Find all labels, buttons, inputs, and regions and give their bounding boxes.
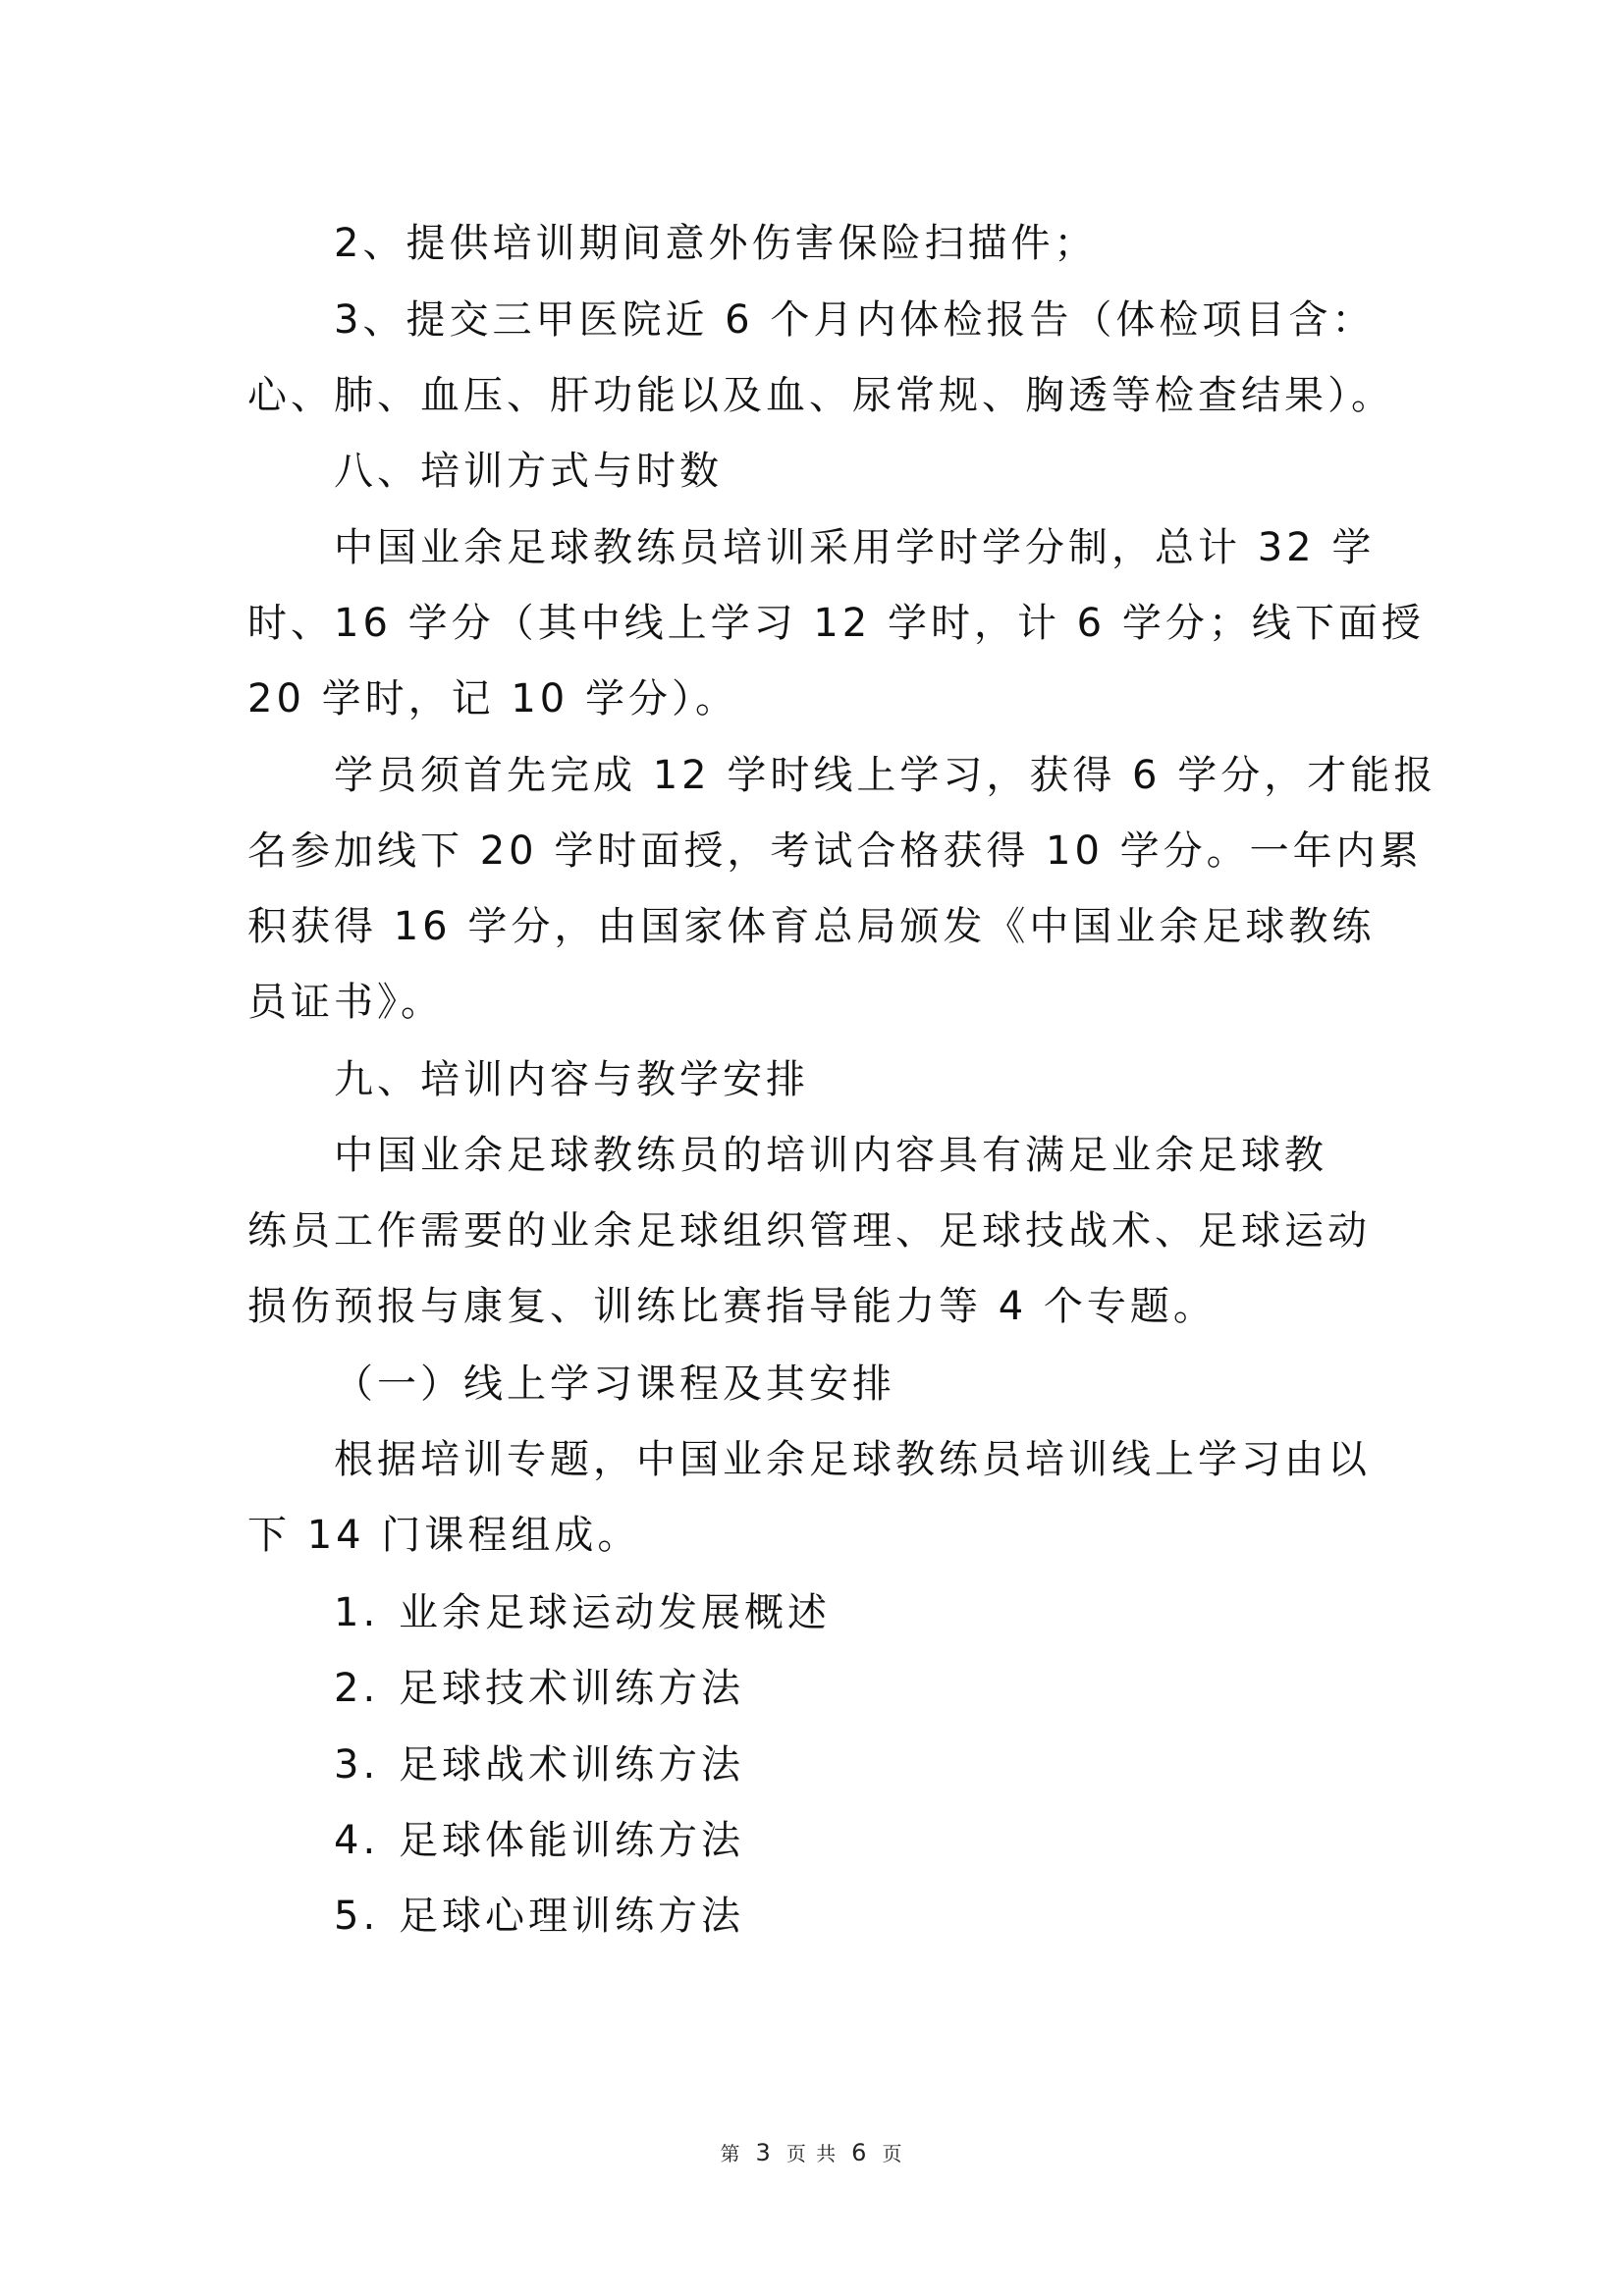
paragraph-credits-line3: 积获得 16 学分，由国家体育总局颁发《中国业余足球教练 [247,904,1376,949]
subsection-heading-online: （一）线上学习课程及其安排 [334,1362,895,1407]
current-page-number: 3 [755,2139,773,2166]
course-title: 足球技术训练方法 [399,1666,744,1711]
course-title: 足球战术训练方法 [399,1742,744,1788]
paragraph-credits-line2: 名参加线下 20 学时面授，考试合格获得 10 学分。一年内累 [247,828,1423,874]
paragraph-insurance: 2、提供培训期间意外伤害保险扫描件； [334,221,1098,266]
course-number: 2. [334,1666,380,1711]
paragraph-content-line1: 中国业余足球教练员的培训内容具有满足业余足球教 [334,1133,1327,1178]
course-list-item [334,1666,744,1711]
course-title: 足球体能训练方法 [399,1818,744,1863]
paragraph-hours-line1: 中国业余足球教练员培训采用学时学分制，总计 32 学 [334,525,1376,570]
course-number: 4. [334,1818,380,1863]
total-pages-number: 6 [851,2139,869,2166]
paragraph-hours-line3: 20 学时，记 10 学分）。 [247,676,738,721]
footer-middle: 页 共 [785,2142,839,2165]
course-title: 业余足球运动发展概述 [399,1590,831,1635]
paragraph-hours-line2: 时、16 学分（其中线上学习 12 学时，计 6 学分；线下面授 [247,601,1425,646]
course-number: 5. [334,1894,380,1939]
paragraph-credits-line1: 学员须首先完成 12 学时线上学习，获得 6 学分，才能报 [334,753,1437,798]
course-list-item [334,1590,831,1635]
course-list-item [334,1742,744,1788]
paragraph-courses-line1: 根据培训专题，中国业余足球教练员培训线上学习由以 [334,1437,1371,1482]
course-number: 3. [334,1742,380,1788]
section-heading-8: 八、培训方式与时数 [334,449,723,494]
page-footer [0,2138,1624,2166]
course-number: 1. [334,1590,380,1635]
course-title: 足球心理训练方法 [399,1894,744,1939]
paragraph-health-report-line2: 心、肺、血压、肝功能以及血、尿常规、胸透等检查结果）。 [247,373,1394,418]
footer-prefix: 第 [720,2142,742,2165]
paragraph-health-report-line1: 3、提交三甲医院近 6 个月内体检报告（体检项目含： [334,297,1376,343]
paragraph-courses-line2: 下 14 门课程组成。 [247,1513,641,1558]
section-heading-9: 九、培训内容与教学安排 [334,1057,809,1102]
paragraph-content-line2: 练员工作需要的业余足球组织管理、足球技战术、足球运动 [247,1208,1371,1254]
course-list-item [334,1818,744,1863]
course-list-item [334,1894,744,1939]
paragraph-content-line3: 损伤预报与康复、训练比赛指导能力等 4 个专题。 [247,1284,1217,1329]
paragraph-credits-line4: 员证书》。 [247,980,444,1025]
footer-suffix: 页 [882,2142,904,2165]
